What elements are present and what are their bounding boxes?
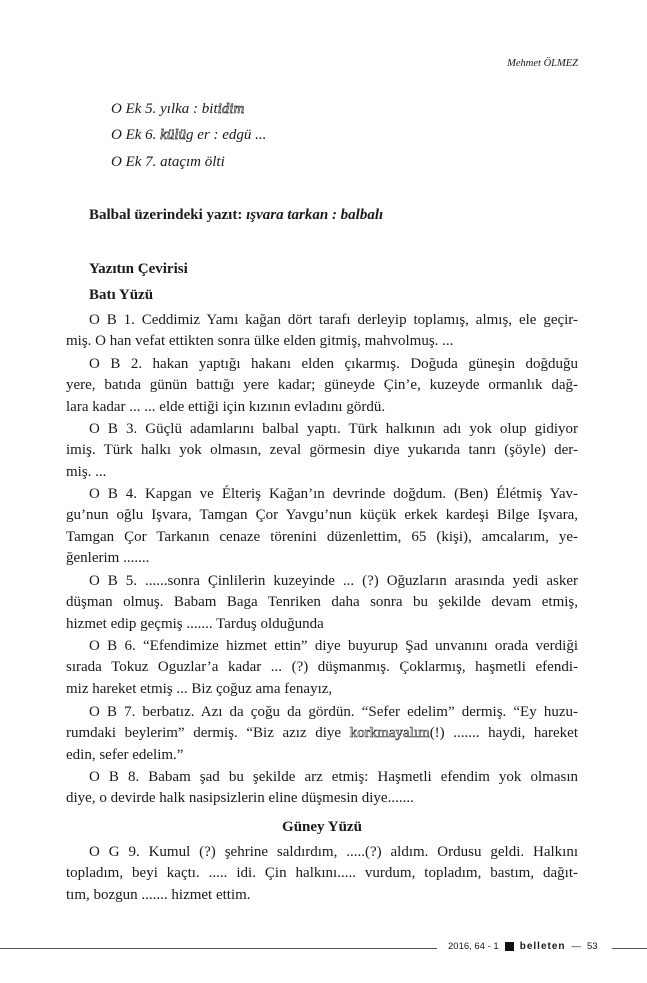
paragraph-line: O B 1. Ceddimiz Yamı kağan dört tarafı derleyip toplamış, almış, ele geçir- bbox=[89, 312, 578, 328]
paragraph-line: diye, o devirde halk nasipsizlerin eline düşmesin diye....... bbox=[66, 790, 414, 807]
paragraph-line: O B 6. “Efendimize hizmet ettin” diye buyurup Şad unvanını orada verdiği bbox=[89, 638, 578, 654]
paragraph bbox=[66, 702, 578, 766]
paragraph-line: rumdaki beylerim” dermiş. “Biz azız diye korkmayalım(!) ....... haydi, hareket bbox=[66, 725, 578, 742]
paragraph-line: topladım, beyi kaçtı. ..... idi. Çin halkını..... vurdum, topladım, bastım, dağıt- bbox=[66, 865, 578, 882]
paragraph bbox=[66, 484, 578, 569]
footer-issue: 2016, 64 - 1 bbox=[448, 941, 499, 952]
footer-square-icon bbox=[505, 942, 514, 951]
paragraph-line: miş. ... bbox=[66, 463, 107, 480]
paragraph-line: hizmet edip geçmiş ....... Tarduş olduğunda bbox=[66, 615, 324, 632]
paragraph-line: tım, bozgun ....... hizmet ettim. bbox=[66, 886, 251, 903]
ek-line-6: O Ek 6. külüg er : edgü ... bbox=[111, 127, 267, 143]
paragraph-line: miş. O han vefat ettikten sonra ülke elden gitmiş, mahvolmuş. ... bbox=[66, 333, 454, 350]
paragraph-line: sırada Tokuz Oguzlar’a kadar ... (?) düşmanmış. Çoklarmış, haşmetli efendi- bbox=[66, 659, 578, 676]
paragraph-line: O B 4. Kapgan ve Élteriş Kağan’ın devrinde doğdum. (Ben) Élétmiş Yav- bbox=[89, 486, 578, 502]
highlighted-word: idim bbox=[217, 101, 245, 117]
paragraph-line: miz hareket etmiş ... Biz çoğuz ama fenayız, bbox=[66, 680, 333, 697]
paragraph bbox=[66, 842, 578, 906]
bati-yuzu-heading: Batı Yüzü bbox=[89, 287, 154, 303]
footer-rule-right bbox=[612, 948, 647, 949]
paragraph-line: Tamgan Çor Tarkanın cenaze törenini düzenlettim, 65 (kişi), amcalarım, ye- bbox=[66, 528, 578, 545]
balbal-inscription: Balbal üzerindeki yazıt: ışvara tarkan : balbalı bbox=[89, 207, 384, 223]
paragraph-line: lara kadar ... ... elde ettiği için kızının evladını gördü. bbox=[66, 398, 386, 415]
paragraph-line: ğenlerim ....... bbox=[66, 549, 150, 566]
paragraph bbox=[66, 636, 578, 700]
paragraph-line: imiş. Türk halkı yok olmasın, zeval görmesin diye yukarıda tanrı (şöyle) der- bbox=[66, 442, 578, 459]
paragraph-line: O G 9. Kumul (?) şehrine saldırdım, .....(?) aldım. Ordusu geldi. Halkını bbox=[89, 844, 578, 860]
paragraph bbox=[66, 571, 578, 635]
footer-journal: belleten bbox=[519, 941, 566, 952]
highlighted-word: korkmayalım bbox=[349, 725, 430, 742]
section-title: Yazıtın Çevirisi bbox=[89, 261, 188, 277]
paragraph-line: düşman olmuş. Babam Baga Tenriken daha sonra bu şekilde devam etmiş, bbox=[66, 594, 578, 611]
ek-line-5: O Ek 5. yılka : bitidim bbox=[111, 101, 245, 117]
ek-line-7: O Ek 7. ataçım ölti bbox=[111, 154, 225, 170]
footer-rule-left bbox=[0, 948, 437, 949]
paragraph bbox=[66, 310, 578, 353]
highlighted-word: külü bbox=[160, 127, 186, 143]
paragraph bbox=[66, 354, 578, 418]
paragraph-line: yere, batıda günün battığı yere kadar; güneyde Çin’e, kuzeyde ormanlık dağ- bbox=[66, 377, 578, 394]
guney-yuzu-heading: Güney Yüzü bbox=[282, 819, 362, 835]
paragraph bbox=[66, 767, 578, 810]
paragraph bbox=[66, 419, 578, 483]
footer-page-number: 53 bbox=[587, 941, 598, 952]
footer-dash: — bbox=[571, 941, 582, 952]
paragraph-line: O B 3. Güçlü adamlarını balbal yaptı. Türk halkının adı yok olup gidiyor bbox=[89, 421, 578, 437]
page-footer bbox=[448, 941, 598, 952]
paragraph-line: O B 5. ......sonra Çinlilerin kuzeyinde ... (?) Oğuzların arasında yedi asker bbox=[89, 573, 578, 589]
paragraph-line: O B 2. hakan yaptığı hakanı elden çıkarmış. Doğuda güneşin doğduğu bbox=[89, 356, 578, 372]
paragraph-line: edin, sefer edelim.” bbox=[66, 746, 184, 763]
paragraph-line: gu’nun oğlu Işvara, Tamgan Çor Yavgu’nun küçük erkek kardeşi Bilge Işvara, bbox=[66, 507, 578, 524]
paragraph-line: O B 8. Babam şad bu şekilde arz etmiş: Haşmetli efendim yok olmasın bbox=[89, 769, 578, 785]
running-header-author: Mehmet ÖLMEZ bbox=[507, 58, 578, 69]
paragraph-line: O B 7. berbatız. Azı da çoğu da gördün. “Sefer edelim” dermiş. “Ey huzu- bbox=[89, 704, 578, 720]
